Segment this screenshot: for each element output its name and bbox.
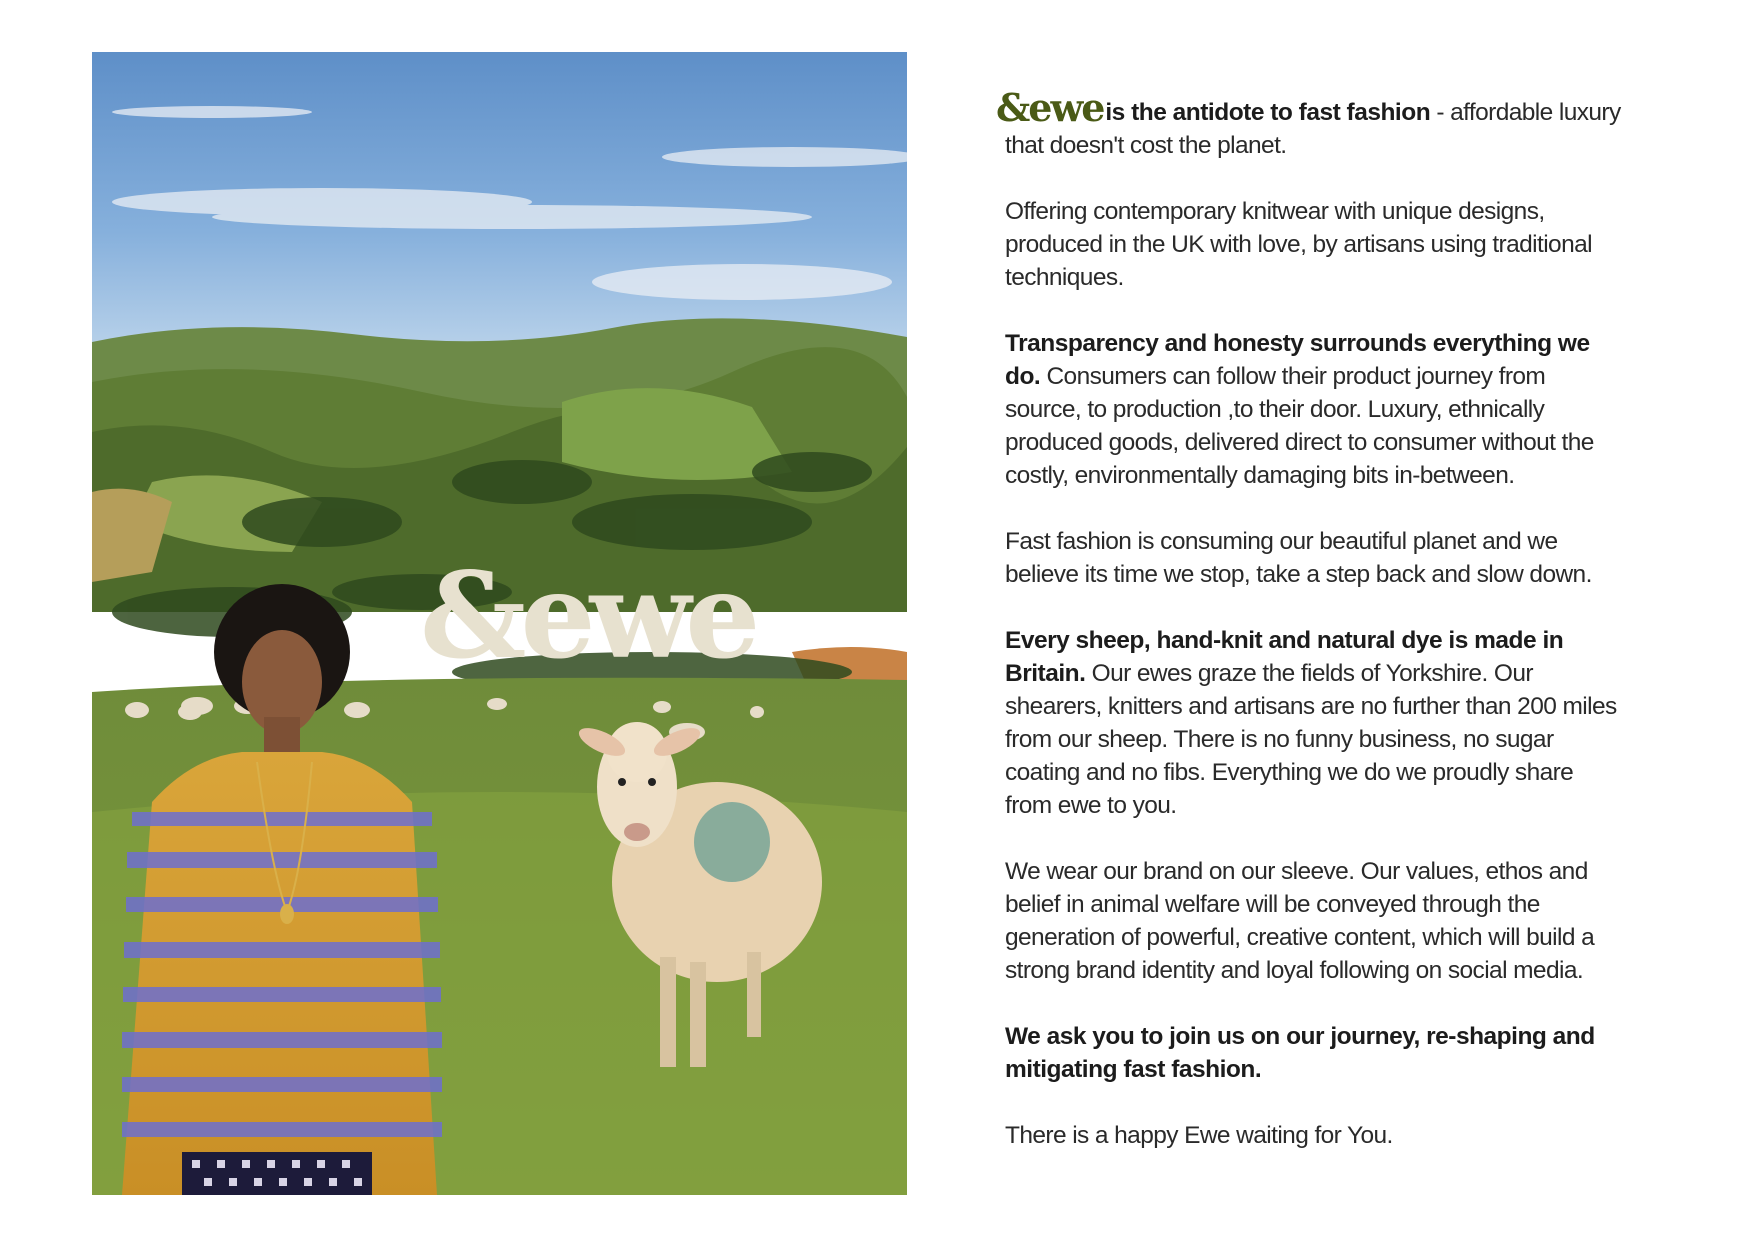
hero-photo — [92, 52, 907, 1195]
closing-paragraph: There is a happy Ewe waiting for You. — [1005, 1122, 1393, 1149]
offering-paragraph: Offering contemporary knitwear with unique designs, produced in the UK with love, by artisans using traditional techniques. — [1005, 198, 1592, 291]
model — [122, 584, 442, 1195]
intro-bold: is the antidote to fast fashion — [1105, 99, 1431, 126]
britain-rest: Our ewes graze the fields of Yorkshire. Our shearers, knitters and artisans are no further than 200 miles from our sheep. There is no funny business, no sugar coating and no fibs. Everything we do we proudly share from ewe to you. — [1005, 660, 1617, 819]
britain-paragraph — [1005, 624, 1625, 822]
brand-copy — [996, 85, 1625, 1185]
call-to-action-bold: We ask you to join us on our journey, re-shaping and mitigating fast fashion. — [1005, 1023, 1595, 1083]
brand-values-paragraph: We wear our brand on our sleeve. Our values, ethos and belief in animal welfare will be conveyed through the generation of powerful, creative content, which will build a strong brand identity and loyal following on social media. — [1005, 858, 1595, 984]
call-to-action-paragraph — [1005, 1020, 1625, 1086]
transparency-bold: Transparency and honesty surrounds everything we do. — [1005, 330, 1590, 390]
britain-bold: Every sheep, hand-knit and natural dye is made in Britain. — [1005, 627, 1564, 687]
landscape-illustration — [92, 52, 907, 1195]
brand-logo: &ewe — [996, 85, 1104, 130]
intro-rest: - affordable luxury that doesn't cost the planet. — [1005, 99, 1621, 159]
transparency-rest: Consumers can follow their product journey from source, to production ,to their door. Luxury, ethnically produced goods, delivered direct to consumer without the costly, environmentally damaging bits in-between. — [1005, 363, 1594, 489]
transparency-paragraph — [1005, 327, 1625, 492]
fast-fashion-paragraph: Fast fashion is consuming our beautiful planet and we believe its time we stop, take a step back and slow down. — [1005, 528, 1592, 588]
overlay-logo: &ewe — [420, 546, 755, 685]
intro-paragraph — [996, 85, 1625, 162]
